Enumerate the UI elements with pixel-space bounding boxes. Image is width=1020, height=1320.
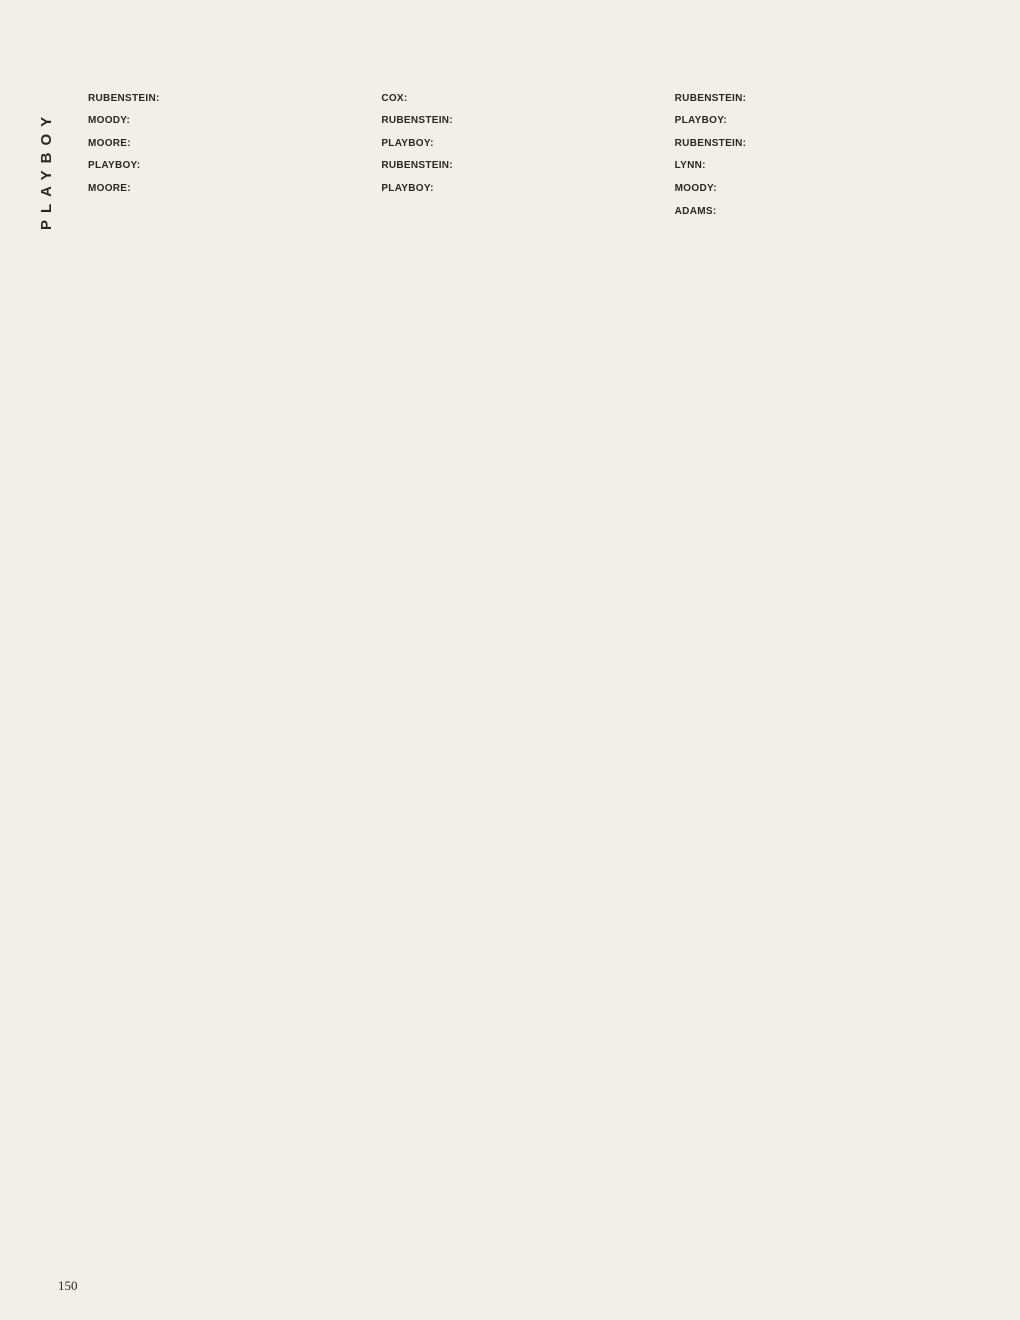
transcript-entry (381, 66, 656, 85)
transcript-entry (88, 134, 363, 153)
transcript-entry (675, 156, 950, 175)
speaker-label: COX: (381, 92, 408, 104)
masthead: PLAYBOY (38, 109, 55, 230)
speaker-label: RUBENSTEIN: (674, 92, 747, 104)
transcript-entry (88, 111, 363, 130)
column-3 (675, 66, 950, 1276)
transcript-entry (675, 202, 950, 221)
speaker-label: MOODY: (88, 115, 131, 127)
speaker-label: LYNN: (674, 160, 706, 172)
speaker-label: MOORE: (88, 137, 131, 149)
speaker-label: MOORE: (88, 182, 131, 194)
page-number: 150 (58, 1278, 78, 1293)
speaker-label: MOODY: (674, 182, 717, 194)
transcript-entry (675, 66, 950, 85)
speaker-label: RUBENSTEIN: (381, 160, 453, 172)
transcript-entry (675, 179, 950, 198)
speaker-label: RUBENSTEIN: (88, 92, 160, 104)
article-columns (88, 66, 950, 1276)
speaker-label: PLAYBOY: (88, 160, 141, 172)
speaker-label: RUBENSTEIN: (381, 115, 453, 127)
transcript-entry (675, 111, 950, 130)
transcript-entry (88, 156, 363, 175)
speaker-label: PLAYBOY: (674, 115, 728, 127)
transcript-entry (381, 134, 656, 153)
transcript-entry (675, 134, 950, 153)
transcript-entry (88, 66, 363, 85)
speaker-label: PLAYBOY: (381, 182, 434, 194)
column-2 (381, 66, 656, 1276)
speaker-label: RUBENSTEIN: (674, 137, 747, 149)
speaker-label: ADAMS: (674, 205, 717, 217)
transcript-entry (381, 156, 656, 175)
speaker-label: PLAYBOY: (381, 137, 434, 149)
transcript-entry (88, 89, 363, 108)
transcript-entry (381, 89, 656, 108)
transcript-entry (88, 179, 363, 198)
transcript-entry (675, 89, 950, 108)
column-1 (88, 66, 363, 1276)
transcript-entry (381, 111, 656, 130)
transcript-entry (381, 179, 656, 198)
